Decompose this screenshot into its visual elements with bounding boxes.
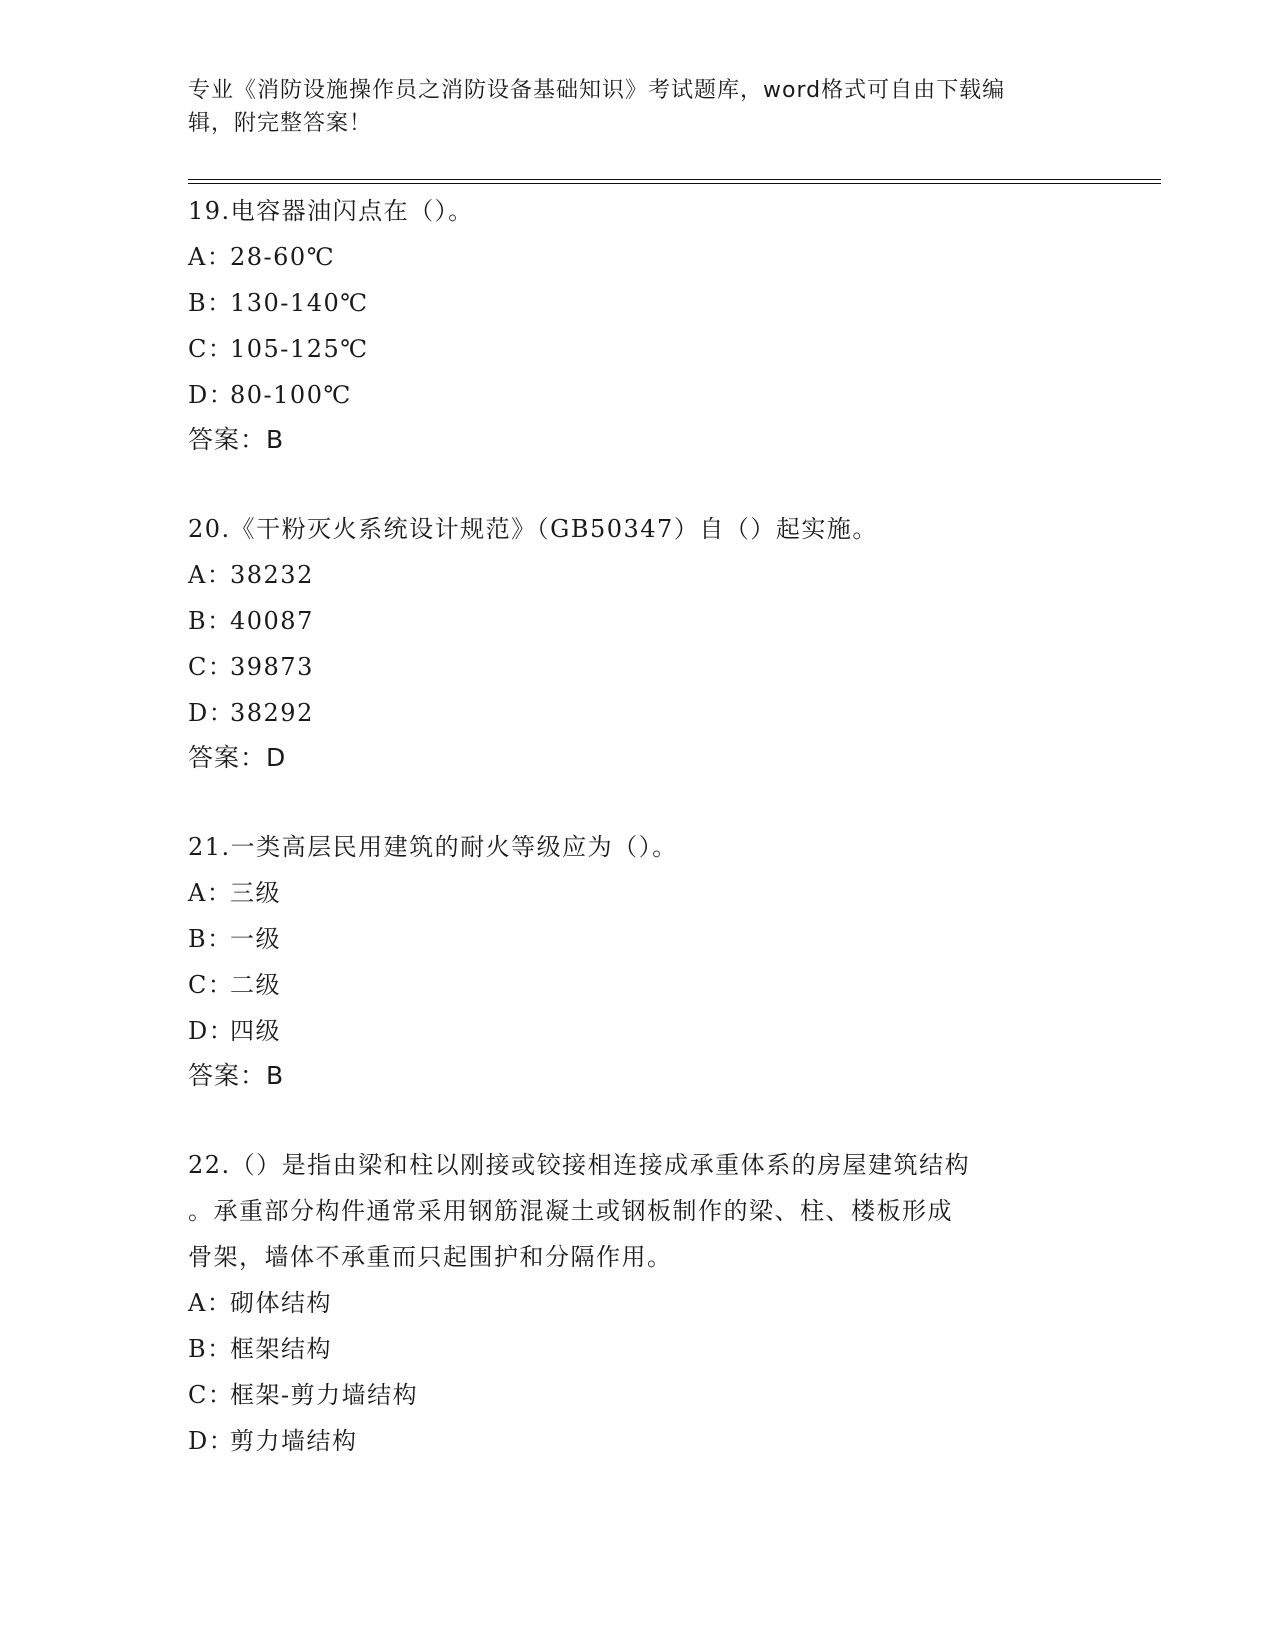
option-text: 105-125℃: [230, 335, 369, 363]
option-key: A：: [188, 879, 233, 907]
option-key: D：: [188, 1017, 235, 1045]
option-text: 框架-剪力墙结构: [230, 1381, 419, 1409]
option-a: [188, 1280, 1088, 1326]
question-list: [188, 188, 1088, 1508]
option-b: [188, 280, 1088, 326]
question-21: [188, 824, 1088, 1098]
option-c: [188, 326, 1088, 372]
answer-line: 答案：B: [188, 425, 285, 454]
option-text: 130-140℃: [230, 289, 369, 317]
option-text: 40087: [230, 607, 314, 635]
question-stem: 19.电容器油闪点在（）。: [188, 197, 474, 225]
header-line-1: 专业《消防设施操作员之消防设备基础知识》考试题库，word格式可自由下载编: [188, 78, 1006, 103]
option-key: C：: [188, 335, 234, 363]
option-key: C：: [188, 653, 234, 681]
option-key: B：: [188, 1335, 233, 1363]
question-stem: 20.《干粉灭火系统设计规范》（GB50347）自（）起实施。: [188, 515, 878, 543]
option-text: 砌体结构: [230, 1289, 332, 1317]
header-line-2: 辑，附完整答案！: [188, 111, 373, 136]
option-b: [188, 598, 1088, 644]
option-text: 38292: [230, 699, 314, 727]
question-20: [188, 506, 1088, 780]
option-d: [188, 372, 1088, 418]
option-text: 38232: [230, 561, 314, 589]
question-19: [188, 188, 1088, 462]
option-key: D：: [188, 1427, 235, 1455]
option-key: C：: [188, 971, 234, 999]
option-text: 四级: [230, 1017, 281, 1045]
option-key: A：: [188, 243, 233, 271]
option-key: D：: [188, 699, 235, 727]
option-text: 剪力墙结构: [230, 1427, 358, 1455]
option-c: [188, 644, 1088, 690]
option-key: D：: [188, 381, 235, 409]
option-text: 39873: [230, 653, 314, 681]
option-key: B：: [188, 289, 233, 317]
option-d: [188, 1418, 1088, 1464]
question-stem-line-1: 22.（）是指由梁和柱以刚接或铰接相连接成承重体系的房屋建筑结构: [188, 1151, 971, 1179]
answer-line: 答案：B: [188, 1061, 285, 1090]
option-c: [188, 962, 1088, 1008]
option-key: B：: [188, 607, 233, 635]
option-text: 80-100℃: [230, 381, 352, 409]
answer-line: 答案：D: [188, 743, 287, 772]
option-a: [188, 234, 1088, 280]
option-text: 28-60℃: [230, 243, 336, 271]
document-header: [188, 74, 1088, 140]
header-rule-top: [188, 179, 1161, 180]
option-text: 三级: [230, 879, 281, 907]
option-c: [188, 1372, 1088, 1418]
question-stem-line-2: 。承重部分构件通常采用钢筋混凝土或钢板制作的梁、柱、楼板形成: [188, 1197, 953, 1225]
option-key: B：: [188, 925, 233, 953]
question-stem-line-3: 骨架，墙体不承重而只起围护和分隔作用。: [188, 1243, 673, 1271]
option-b: [188, 1326, 1088, 1372]
option-d: [188, 1008, 1088, 1054]
option-text: 一级: [230, 925, 281, 953]
option-key: A：: [188, 561, 233, 589]
option-a: [188, 552, 1088, 598]
option-key: C：: [188, 1381, 234, 1409]
question-22: [188, 1142, 1088, 1464]
option-text: 框架结构: [230, 1335, 332, 1363]
option-d: [188, 690, 1088, 736]
question-stem: 21.一类高层民用建筑的耐火等级应为（）。: [188, 833, 678, 861]
option-a: [188, 870, 1088, 916]
header-rule-bottom: [188, 183, 1161, 184]
option-key: A：: [188, 1289, 233, 1317]
option-b: [188, 916, 1088, 962]
option-text: 二级: [230, 971, 281, 999]
